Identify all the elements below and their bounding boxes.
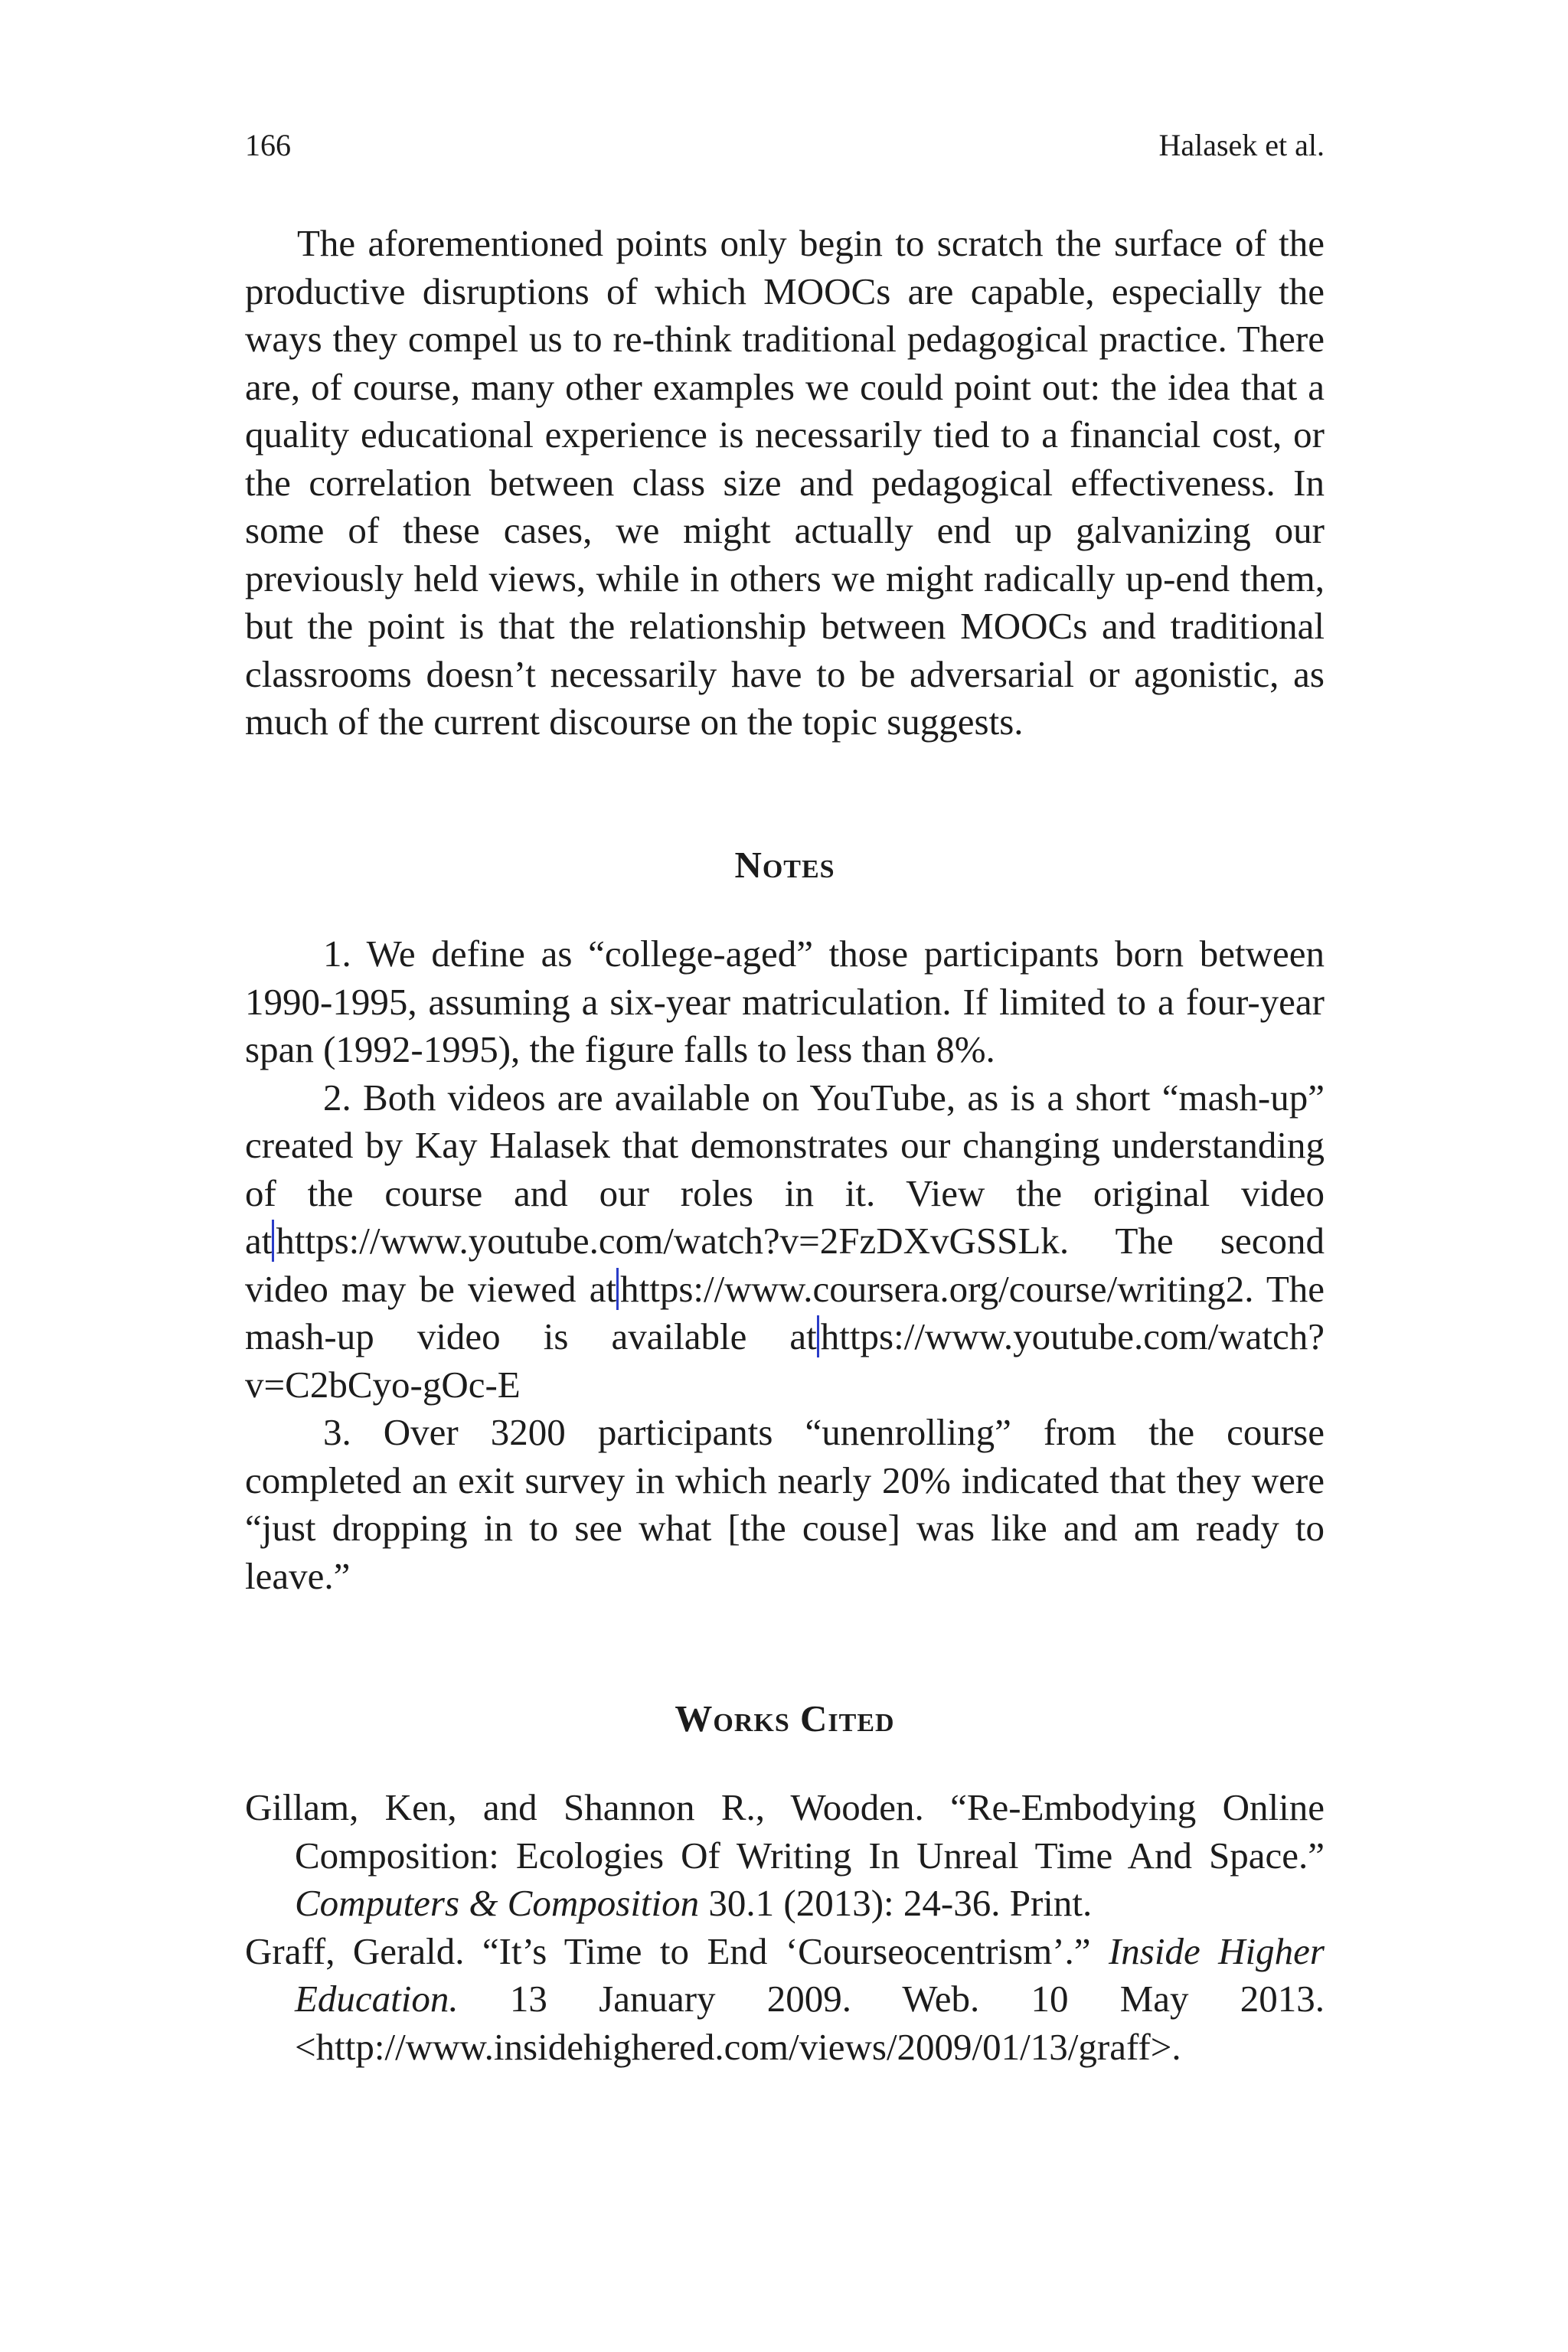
running-head-author: Halasek et al. — [1158, 128, 1325, 162]
citation-gillam-details: 30.1 (2013): 24-36. Print. — [699, 1882, 1093, 1924]
note-2-text-2: . The second video may be viewed at — [245, 1220, 1325, 1310]
note-2-link-youtube-mashup[interactable]: https://www.youtube.com/watch?v=C2bCyo-gOc-E — [245, 1315, 1325, 1406]
note-2-text-1: 2. Both videos are available on YouTube, as is a short “mash-up” created by Kay Halasek that demonstrates our changing understanding of the course and our roles in it. View the original video at — [245, 1076, 1325, 1262]
notes-heading: Notes — [734, 844, 835, 886]
citation-graff — [245, 1928, 1325, 2072]
works-cited-heading: Works Cited — [675, 1697, 895, 1740]
citation-gillam-authors-title: Gillam, Ken, and Shannon R., Wooden. “Re-Embodying Online Composition: Ecologies Of Writing In Unreal Time And Space.” — [245, 1786, 1325, 1877]
citation-graff-authors-title: Graff, Gerald. “It’s Time to End ‘Courseocentrism’.” — [245, 1929, 1109, 1972]
note-2-link-coursera[interactable]: https://www.coursera.org/course/writing2 — [616, 1268, 1244, 1310]
citation-gillam-journal: Computers & Composition — [295, 1882, 700, 1924]
page-number: 166 — [245, 128, 291, 162]
note-2-text-3: . The mash-up video is available at — [245, 1267, 1325, 1357]
page — [245, 0, 1325, 2352]
citation-graff-details: 13 January 2009. Web. 10 May 2013. <http://www.insidehighered.com/views/2009/01/13/graff>. — [295, 1978, 1325, 2068]
citation-graff-journal: Inside Higher Education. — [295, 1929, 1325, 2020]
running-head — [245, 126, 1325, 165]
note-1: 1. We define as “college-aged” those participants born between 1990-1995, assuming a six-year matriculation. If limited to a four-year span (1992-1995), the figure falls to less than 8%. — [245, 933, 1325, 1070]
notes-list — [245, 930, 1325, 1600]
body-paragraph: The aforementioned points only begin to scratch the surface of the productive disruptions of which MOOCs are capable, especially the ways they compel us to re-think traditional pedagogical practice. There are, of course, many other examples we could point out: the idea that a quality educational experience is necessarily tied to a financial cost, or the correlation between class size and pedagogical effectiveness. In some of these cases, we might actually end up galvanizing our previously held views, while in others we might radically up-end them, but the point is that the relationship between MOOCs and traditional classrooms doesn’t necessarily have to be adversarial or agonistic, as much of the current discourse on the topic suggests. — [245, 222, 1325, 743]
note-2-link-youtube-original[interactable]: https://www.youtube.com/watch?v=2FzDXvGSSLk — [272, 1220, 1059, 1262]
note-2 — [245, 1074, 1325, 1410]
note-3: 3. Over 3200 participants “unenrolling” from the course completed an exit survey in which nearly 20% indicated that they were “just dropping in to see what [the couse] was like and am ready to leave.” — [245, 1411, 1325, 1597]
citation-gillam — [245, 1784, 1325, 1928]
works-cited-list — [245, 1784, 1325, 2071]
